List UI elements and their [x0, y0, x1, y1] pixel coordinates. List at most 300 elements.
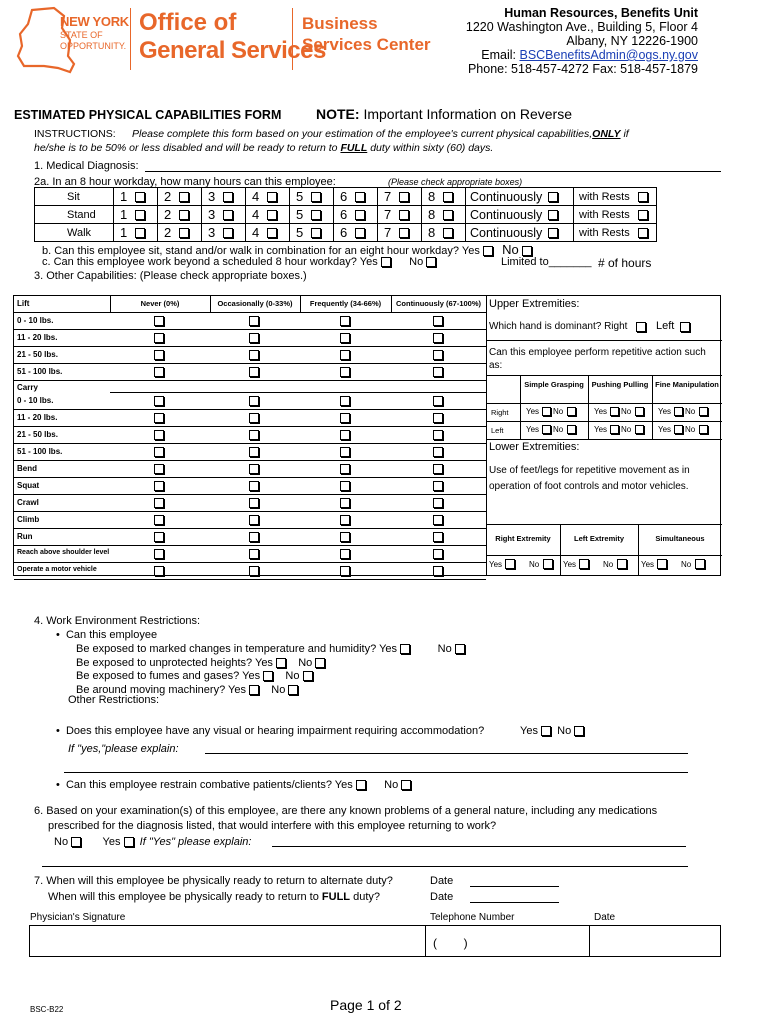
q4-explain-field-2[interactable]: [64, 772, 688, 773]
q4-item-yes-checkbox[interactable]: [263, 671, 273, 681]
q2b-no-label: No: [502, 242, 519, 257]
hours-cell: [157, 223, 202, 242]
hours-cell: [157, 205, 202, 224]
grasp-yes-checkbox[interactable]: [674, 425, 683, 434]
hours-cell: [245, 205, 290, 224]
lower-yes-checkbox[interactable]: [657, 559, 667, 569]
q2b-yes-checkbox[interactable]: [483, 246, 493, 256]
capability-checkbox[interactable]: [433, 549, 443, 559]
capability-checkbox[interactable]: [154, 549, 164, 559]
logo-state-text: STATE OF: [60, 30, 103, 40]
capability-checkbox[interactable]: [154, 316, 164, 326]
hour-6-walk-checkbox[interactable]: [355, 228, 365, 238]
capability-checkbox[interactable]: [154, 532, 164, 542]
capability-checkbox[interactable]: [249, 430, 259, 440]
lower-col-divider: [560, 524, 561, 575]
logo-divider: [130, 8, 131, 70]
yes-label: Yes: [641, 560, 655, 569]
capability-checkbox[interactable]: [433, 367, 443, 377]
page-number: Page 1 of 2: [330, 997, 402, 1013]
capability-checkbox[interactable]: [433, 316, 443, 326]
instructions-text-3: he/she is to be 50% or less disabled and will be ready to return to: [34, 142, 338, 154]
q2b: [42, 242, 532, 257]
capability-label: 11 - 20 lbs.: [17, 413, 58, 422]
hour-7-stand-checkbox[interactable]: [399, 210, 409, 220]
q6-explain: If "Yes" please explain:: [139, 836, 252, 848]
q4-can: • Can this employee: [56, 629, 158, 641]
logo-ny-text: NEW YORK: [60, 14, 129, 29]
hours-cell: [201, 187, 246, 206]
with-rests-cell: [573, 205, 657, 224]
continuously-walk-checkbox[interactable]: [548, 228, 558, 238]
capability-checkbox[interactable]: [340, 532, 350, 542]
capability-checkbox[interactable]: [249, 549, 259, 559]
lower-col-divider: [638, 524, 639, 575]
with-rests-sit-checkbox[interactable]: [638, 192, 648, 202]
table-row-divider: [14, 380, 486, 381]
q6-explain-field[interactable]: [272, 846, 686, 847]
table-col-divider: [110, 296, 111, 312]
capability-checkbox[interactable]: [433, 464, 443, 474]
capability-checkbox[interactable]: [340, 333, 350, 343]
column-header: Occasionally (0-33%): [217, 299, 293, 308]
hours-cell: [245, 223, 290, 242]
capability-checkbox[interactable]: [154, 430, 164, 440]
lower-yes-checkbox[interactable]: [579, 559, 589, 569]
capability-checkbox[interactable]: [154, 413, 164, 423]
q4-visual-yes-label: Yes: [520, 725, 538, 737]
dominant-left-checkbox[interactable]: [680, 322, 690, 332]
hour-2-walk-checkbox[interactable]: [179, 228, 189, 238]
hour-6-sit-checkbox[interactable]: [355, 192, 365, 202]
capability-label: 11 - 20 lbs.: [17, 333, 58, 342]
grasp-no-checkbox[interactable]: [635, 425, 644, 434]
logo-office-of: Office of: [139, 9, 237, 36]
grasp-row-divider: [486, 403, 722, 404]
grasp-row-divider: [486, 421, 722, 422]
yes-label: Yes: [658, 407, 672, 416]
hour-4-stand-checkbox[interactable]: [267, 210, 277, 220]
signature-box: [29, 925, 721, 957]
capability-checkbox[interactable]: [340, 515, 350, 525]
capability-checkbox[interactable]: [340, 367, 350, 377]
table-row-divider: [14, 545, 486, 546]
capability-checkbox[interactable]: [249, 532, 259, 542]
email-label: Email:: [481, 48, 520, 62]
lower-no-checkbox[interactable]: [617, 559, 627, 569]
hour-1-stand-checkbox[interactable]: [135, 210, 145, 220]
hour-number: 2: [164, 189, 172, 204]
hour-8-stand-checkbox[interactable]: [443, 210, 453, 220]
grasp-yes-checkbox[interactable]: [610, 425, 619, 434]
no-label: No: [621, 425, 632, 434]
q4-visual-no-checkbox[interactable]: [574, 726, 584, 736]
dominant-left-label: Left: [656, 320, 675, 332]
table-row-divider: [110, 392, 486, 393]
yes-label: Yes: [563, 560, 577, 569]
table-row-divider: [14, 363, 486, 364]
hour-7-sit-checkbox[interactable]: [399, 192, 409, 202]
q2c-no-checkbox[interactable]: [426, 257, 436, 267]
grasp-no-checkbox[interactable]: [699, 425, 708, 434]
q6-no-label: No: [54, 836, 69, 848]
capability-checkbox[interactable]: [433, 430, 443, 440]
hour-number: 6: [340, 225, 348, 240]
dominant-hand-question: Which hand is dominant? Right: [489, 321, 628, 332]
date-label: Date: [594, 912, 616, 923]
capability-label: Operate a motor vehicle: [17, 566, 97, 573]
q4-item-no-label: No: [271, 683, 286, 696]
grasp-no-checkbox[interactable]: [635, 407, 644, 416]
instructions-line-1: [132, 128, 629, 140]
q4-item-no-checkbox[interactable]: [303, 671, 313, 681]
q4-other: Other Restrictions:: [68, 694, 160, 706]
capabilities-table: [13, 295, 721, 576]
capability-checkbox[interactable]: [433, 396, 443, 406]
panel-divider: [486, 555, 722, 556]
table-col-divider: [300, 296, 301, 312]
telephone-label: Telephone Number: [430, 912, 515, 923]
hour-5-stand-checkbox[interactable]: [311, 210, 321, 220]
hour-2-stand-checkbox[interactable]: [179, 210, 189, 220]
instructions-only: ONLY: [592, 128, 621, 140]
telephone-field[interactable]: ( ): [433, 936, 468, 950]
q6-text-1: 6. Based on your examination(s) of this employee, are there any known problems of a general nature, including any medications: [34, 805, 658, 817]
hour-number: 2: [164, 225, 172, 240]
q6-yes-checkbox[interactable]: [124, 837, 134, 847]
table-row-divider: [14, 443, 486, 444]
panel-divider: [486, 439, 722, 440]
q4-item-no-checkbox[interactable]: [315, 658, 325, 668]
grasp-no-checkbox[interactable]: [567, 425, 576, 434]
q4-can-text: Can this employee: [65, 629, 158, 641]
capability-checkbox[interactable]: [154, 464, 164, 474]
q2a-label: 2a. In an 8 hour workday, how many hours can this employee:: [34, 176, 336, 188]
instructions-label: INSTRUCTIONS:: [34, 128, 116, 140]
instructions-text-2: if: [623, 128, 629, 140]
q7-date-1-label: Date: [430, 875, 454, 887]
capability-checkbox[interactable]: [154, 333, 164, 343]
q2c-no-label: No: [409, 256, 424, 268]
instructions-text-4: duty within sixty (60) days.: [370, 142, 494, 154]
hour-3-sit-checkbox[interactable]: [223, 192, 233, 202]
email-line: [481, 48, 698, 62]
hour-4-sit-checkbox[interactable]: [267, 192, 277, 202]
capability-checkbox[interactable]: [249, 396, 259, 406]
capability-checkbox[interactable]: [433, 515, 443, 525]
q4-item-no-checkbox[interactable]: [288, 685, 298, 695]
lower-no-checkbox[interactable]: [543, 559, 553, 569]
grasp-row-label: Left: [491, 426, 504, 435]
q1-label: 1. Medical Diagnosis:: [34, 160, 139, 172]
panel-divider: [486, 375, 722, 376]
hours-cell: [113, 205, 158, 224]
capability-checkbox[interactable]: [340, 396, 350, 406]
q7-text-2a: When will this employee be physically ready to return to: [48, 891, 319, 903]
no-label: No: [529, 560, 540, 569]
with-rests-label: with Rests: [579, 226, 630, 239]
grasp-yes-checkbox[interactable]: [674, 407, 683, 416]
logo-opportunity-text: OPPORTUNITY.: [60, 41, 127, 51]
capability-label: Bend: [17, 464, 37, 473]
grasp-no-checkbox[interactable]: [567, 407, 576, 416]
q4-item-no-label: No: [437, 643, 452, 655]
grasp-col-header: Simple Grasping: [524, 380, 584, 389]
capability-checkbox[interactable]: [249, 316, 259, 326]
hours-cell: [333, 187, 378, 206]
hour-8-walk-checkbox[interactable]: [443, 228, 453, 238]
grasp-yes-checkbox[interactable]: [542, 407, 551, 416]
q4-explain: If "yes,"please explain:: [68, 743, 179, 755]
capability-checkbox[interactable]: [340, 549, 350, 559]
address-line-2: Albany, NY 12226-1900: [566, 34, 698, 48]
lower-yes-checkbox[interactable]: [505, 559, 515, 569]
grasp-yes-checkbox[interactable]: [610, 407, 619, 416]
hours-cell: [289, 223, 334, 242]
capability-checkbox[interactable]: [154, 498, 164, 508]
email-link[interactable]: BSCBenefitsAdmin@ogs.ny.gov: [519, 48, 698, 62]
hour-1-walk-checkbox[interactable]: [135, 228, 145, 238]
table-row-divider: [14, 511, 486, 512]
q4-restrain-yes-checkbox[interactable]: [356, 780, 366, 790]
yes-label: Yes: [526, 425, 540, 434]
q7-text-1: 7. When will this employee be physically ready to return to alternate duty?: [34, 875, 393, 887]
q2c-limited[interactable]: Limited to_______: [501, 256, 592, 268]
hour-3-walk-checkbox[interactable]: [223, 228, 233, 238]
capability-checkbox[interactable]: [154, 566, 164, 576]
hour-number: 6: [340, 207, 348, 222]
no-label: No: [681, 560, 692, 569]
grasp-no-checkbox[interactable]: [699, 407, 708, 416]
hour-2-sit-checkbox[interactable]: [179, 192, 189, 202]
capability-checkbox[interactable]: [340, 464, 350, 474]
continuously-sit-checkbox[interactable]: [548, 192, 558, 202]
capability-checkbox[interactable]: [340, 498, 350, 508]
capability-checkbox[interactable]: [154, 350, 164, 360]
table-row-divider: [14, 409, 486, 410]
carry-header: Carry: [17, 383, 38, 392]
capability-checkbox[interactable]: [154, 367, 164, 377]
q4-item-yes-checkbox[interactable]: [276, 658, 286, 668]
capability-label: 51 - 100 lbs.: [17, 447, 63, 456]
q4-visual-no-label: No: [557, 725, 572, 737]
capability-checkbox[interactable]: [249, 367, 259, 377]
column-header: Never (0%): [140, 299, 180, 308]
table-row-divider: [14, 528, 486, 529]
no-label: No: [685, 425, 696, 434]
q4-restrain-no-checkbox[interactable]: [401, 780, 411, 790]
capability-checkbox[interactable]: [340, 447, 350, 457]
capability-checkbox[interactable]: [433, 447, 443, 457]
hour-5-walk-checkbox[interactable]: [311, 228, 321, 238]
hour-number: 5: [296, 189, 304, 204]
lower-no-checkbox[interactable]: [695, 559, 705, 569]
q6-yes-label: Yes: [102, 836, 121, 848]
hours-cell: [289, 187, 334, 206]
capability-checkbox[interactable]: [249, 515, 259, 525]
table-row-divider: [14, 460, 486, 461]
q4-label: 4. Work Environment Restrictions:: [34, 615, 201, 627]
q4-item: [76, 670, 313, 682]
hours-cell: [201, 205, 246, 224]
capability-checkbox[interactable]: [154, 515, 164, 525]
q4-item-no-label: No: [298, 656, 313, 669]
grasp-col-divider: [520, 375, 521, 439]
hours-cell: [377, 205, 422, 224]
capability-checkbox[interactable]: [340, 481, 350, 491]
q7-date-1-field[interactable]: [470, 886, 559, 887]
logo-business: Business: [302, 14, 378, 33]
table-row-divider: [14, 579, 486, 580]
hours-cell: [201, 223, 246, 242]
hour-8-sit-checkbox[interactable]: [443, 192, 453, 202]
diagnosis-field[interactable]: [145, 171, 721, 172]
table-row-divider: [14, 562, 486, 563]
capability-checkbox[interactable]: [340, 413, 350, 423]
q4-item-yes-checkbox[interactable]: [400, 644, 410, 654]
with-rests-label: with Rests: [579, 208, 630, 221]
hour-3-stand-checkbox[interactable]: [223, 210, 233, 220]
table-row-divider: [14, 494, 486, 495]
q2c-text: c. Can this employee work beyond a scheduled 8 hour workday?: [42, 256, 357, 268]
lower-text-1: Use of feet/legs for repetitive movement as in: [489, 465, 690, 476]
no-label: No: [553, 407, 564, 416]
hour-number: 8: [428, 207, 436, 222]
hour-number: 4: [252, 225, 260, 240]
no-label: No: [621, 407, 632, 416]
hour-number: 4: [252, 189, 260, 204]
capability-checkbox[interactable]: [433, 498, 443, 508]
capability-label: Crawl: [17, 498, 39, 507]
capability-checkbox[interactable]: [249, 413, 259, 423]
q2c-yes-checkbox[interactable]: [381, 257, 391, 267]
capability-checkbox[interactable]: [154, 447, 164, 457]
q4-item: [76, 657, 325, 669]
with-rests-walk-checkbox[interactable]: [638, 228, 648, 238]
lift-header: Lift: [17, 299, 30, 308]
capability-checkbox[interactable]: [340, 316, 350, 326]
q4-item-yes-checkbox[interactable]: [249, 685, 259, 695]
address-line-1: 1220 Washington Ave., Building 5, Floor 4: [465, 20, 698, 34]
capability-checkbox[interactable]: [433, 481, 443, 491]
capability-checkbox[interactable]: [340, 430, 350, 440]
q4-item-text: Be around moving machinery? Yes: [76, 683, 246, 696]
q6-text-2: prescribed for the diagnosis listed, that would interfere with this employee returning to work?: [48, 820, 497, 832]
no-label: No: [553, 425, 564, 434]
q6-no-checkbox[interactable]: [71, 837, 81, 847]
table-row-divider: [14, 426, 486, 427]
hour-7-walk-checkbox[interactable]: [399, 228, 409, 238]
dominant-right-checkbox[interactable]: [636, 322, 646, 332]
note-label: NOTE:: [316, 106, 360, 122]
date-field[interactable]: [590, 926, 720, 956]
instructions-text-1: Please complete this form based on your estimation of the employee's current physical capabilities,: [132, 128, 593, 140]
hour-number: 1: [120, 189, 128, 204]
capability-checkbox[interactable]: [433, 566, 443, 576]
continuously-stand-checkbox[interactable]: [548, 210, 558, 220]
capability-checkbox[interactable]: [249, 498, 259, 508]
q2c-yes-label: Yes: [359, 256, 378, 268]
no-label: No: [603, 560, 614, 569]
hours-cell: [421, 223, 466, 242]
yes-label: Yes: [594, 407, 608, 416]
q4-visual-yes-checkbox[interactable]: [541, 726, 551, 736]
table-col-divider: [210, 296, 211, 312]
instructions-line-2: [34, 142, 493, 154]
note: [316, 106, 572, 122]
lower-col-header: Simultaneous: [655, 534, 705, 543]
capability-checkbox[interactable]: [249, 350, 259, 360]
column-header: Frequently (34-66%): [309, 299, 382, 308]
hour-number: 7: [384, 207, 392, 222]
panel-divider: [486, 340, 722, 341]
capability-checkbox[interactable]: [433, 333, 443, 343]
q2b-no-checkbox[interactable]: [522, 246, 532, 256]
capability-checkbox[interactable]: [249, 333, 259, 343]
capability-checkbox[interactable]: [249, 464, 259, 474]
q4-explain-field[interactable]: [205, 753, 688, 754]
capability-checkbox[interactable]: [433, 350, 443, 360]
hour-number: 3: [208, 225, 216, 240]
phone-line: Phone: 518-457-4272 Fax: 518-457-1879: [467, 62, 698, 76]
grasp-yes-checkbox[interactable]: [542, 425, 551, 434]
table-row-divider: [14, 329, 486, 330]
capability-label: 51 - 100 lbs.: [17, 367, 63, 376]
hour-4-walk-checkbox[interactable]: [267, 228, 277, 238]
hours-cell: [377, 223, 422, 242]
with-rests-stand-checkbox[interactable]: [638, 210, 648, 220]
hour-5-sit-checkbox[interactable]: [311, 192, 321, 202]
yes-label: Yes: [526, 407, 540, 416]
capability-checkbox[interactable]: [433, 413, 443, 423]
capability-checkbox[interactable]: [433, 532, 443, 542]
q4-item-no-checkbox[interactable]: [455, 644, 465, 654]
q6-explain-field-2[interactable]: [42, 866, 688, 867]
no-label: No: [685, 407, 696, 416]
capability-checkbox[interactable]: [249, 481, 259, 491]
logo-divider-2: [292, 8, 293, 70]
capability-checkbox[interactable]: [249, 566, 259, 576]
form-title: ESTIMATED PHYSICAL CAPABILITIES FORM: [14, 108, 282, 122]
grasp-col-header: Fine Manipulation: [655, 380, 719, 389]
capability-checkbox[interactable]: [154, 396, 164, 406]
with-rests-label: with Rests: [579, 190, 630, 203]
continuously-label: Continuously: [470, 189, 543, 204]
with-rests-cell: [573, 223, 657, 242]
q4-item-text: Be exposed to unprotected heights? Yes: [76, 656, 273, 669]
hours-cell: [157, 187, 202, 206]
grasp-col-divider: [652, 375, 653, 439]
capability-checkbox[interactable]: [340, 566, 350, 576]
hours-cell: [421, 187, 466, 206]
physician-signature-field[interactable]: [30, 926, 425, 956]
table-header-divider: [14, 312, 486, 313]
q7-date-2-field[interactable]: [470, 902, 559, 903]
lower-col-header: Left Extremity: [573, 534, 624, 543]
lower-extremities-title: Lower Extremities:: [489, 441, 580, 453]
column-header: Continuously (67-100%): [395, 299, 481, 308]
continuously-cell: [465, 223, 574, 242]
capability-checkbox[interactable]: [249, 447, 259, 457]
grasp-row-label: Right: [491, 408, 509, 417]
hour-6-stand-checkbox[interactable]: [355, 210, 365, 220]
hour-number: 5: [296, 225, 304, 240]
capability-label: Reach above shoulder level: [17, 549, 110, 556]
capability-checkbox[interactable]: [154, 481, 164, 491]
hour-1-sit-checkbox[interactable]: [135, 192, 145, 202]
q2b-text: b. Can this employee sit, stand and/or walk in combination for an eight hour workday?: [42, 245, 460, 257]
capability-checkbox[interactable]: [340, 350, 350, 360]
